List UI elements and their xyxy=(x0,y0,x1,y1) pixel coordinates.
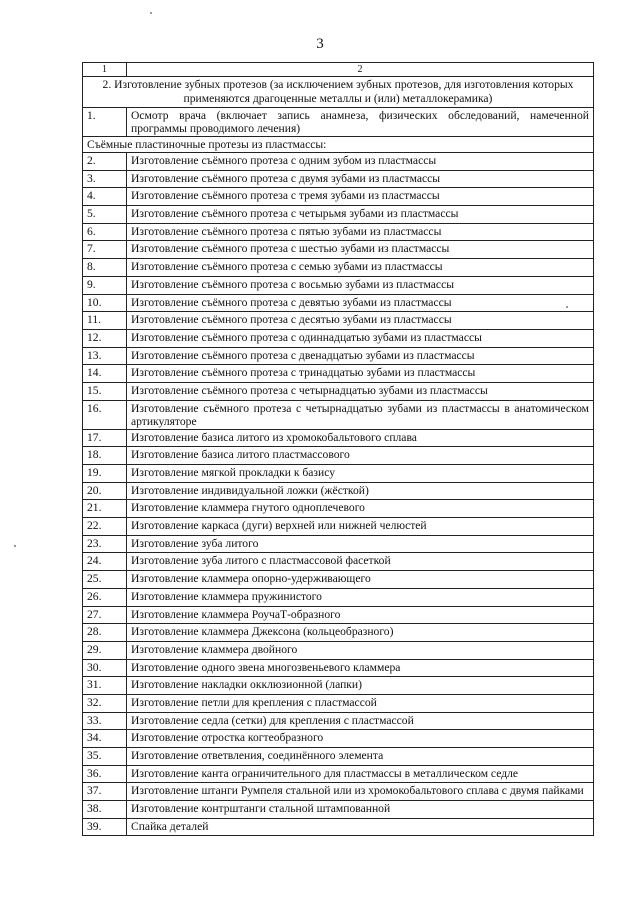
scan-speck xyxy=(14,545,16,547)
row-description: Изготовление штанги Румпеля стальной или из хромокобальтового сплава с двумя пайками xyxy=(127,783,594,801)
row-description: Изготовление кламмера гнутого одноплечевого xyxy=(127,500,594,518)
table-row xyxy=(83,465,594,483)
table-row xyxy=(83,553,594,571)
table-row xyxy=(83,259,594,277)
table-row xyxy=(83,677,594,695)
table-row xyxy=(83,294,594,312)
row-number: 17. xyxy=(83,429,127,447)
row-number: 11. xyxy=(83,312,127,330)
row-number: 35. xyxy=(83,748,127,766)
row-number: 19. xyxy=(83,465,127,483)
table-row xyxy=(83,206,594,224)
table-row xyxy=(83,241,594,259)
row-description: Изготовление кламмера РоучаТ-образного xyxy=(127,606,594,624)
row-description: Изготовление индивидуальной ложки (жёсткой) xyxy=(127,482,594,500)
row-number: 34. xyxy=(83,730,127,748)
row-description: Изготовление съёмного протеза с четырьмя зубами из пластмассы xyxy=(127,206,594,224)
column-number-row xyxy=(83,63,594,77)
table-row xyxy=(83,712,594,730)
row-number: 3. xyxy=(83,170,127,188)
row-number: 26. xyxy=(83,588,127,606)
row-number: 38. xyxy=(83,801,127,819)
table-row xyxy=(83,153,594,171)
row-number: 23. xyxy=(83,535,127,553)
table-row xyxy=(83,347,594,365)
table-row xyxy=(83,170,594,188)
row-description: Изготовление съёмного протеза с четырнадцатью зубами из пластмассы в анатомическом артикуляторе xyxy=(127,400,594,429)
row-description: Изготовление мягкой прокладки к базису xyxy=(127,465,594,483)
table-row xyxy=(83,818,594,836)
page-number: 3 xyxy=(316,36,324,52)
column-number-1: 1 xyxy=(83,63,127,77)
row-description: Изготовление съёмного протеза с двумя зубами из пластмассы xyxy=(127,170,594,188)
row-description: Изготовление съёмного протеза с девятью зубами из пластмассы xyxy=(127,294,594,312)
row-description: Изготовление седла (сетки) для крепления с пластмассой xyxy=(127,712,594,730)
row-number: 8. xyxy=(83,259,127,277)
row-description: Изготовление съёмного протеза с шестью зубами из пластмассы xyxy=(127,241,594,259)
row-description: Изготовление базиса литого пластмассового xyxy=(127,447,594,465)
table-row xyxy=(83,400,594,429)
table-row xyxy=(83,694,594,712)
table-row xyxy=(83,783,594,801)
row-description: Изготовление петли для крепления с пластмассой xyxy=(127,694,594,712)
row-number: 12. xyxy=(83,329,127,347)
row-description: Изготовление съёмного протеза с семью зубами из пластмассы xyxy=(127,259,594,277)
row-description: Осмотр врача (включает запись анамнеза, физических обследований, намеченной программы проводимого лечения) xyxy=(127,108,594,137)
row-number: 1. xyxy=(83,108,127,137)
row-number: 30. xyxy=(83,659,127,677)
table-row xyxy=(83,606,594,624)
row-description: Изготовление накладки окклюзионной (лапки) xyxy=(127,677,594,695)
table-row xyxy=(83,329,594,347)
row-description: Изготовление съёмного протеза с тремя зубами из пластмассы xyxy=(127,188,594,206)
row-number: 18. xyxy=(83,447,127,465)
row-description: Изготовление кламмера двойного xyxy=(127,641,594,659)
row-number: 14. xyxy=(83,365,127,383)
row-description: Изготовление отростка когтеобразного xyxy=(127,730,594,748)
row-description: Изготовление базиса литого из хромокобальтового сплава xyxy=(127,429,594,447)
row-number: 25. xyxy=(83,571,127,589)
table-row xyxy=(83,748,594,766)
row-number: 21. xyxy=(83,500,127,518)
row-number: 7. xyxy=(83,241,127,259)
row-description: Изготовление съёмного протеза с пятью зубами из пластмассы xyxy=(127,223,594,241)
table-row xyxy=(83,108,594,137)
row-number: 27. xyxy=(83,606,127,624)
row-number: 20. xyxy=(83,482,127,500)
row-number: 22. xyxy=(83,518,127,536)
table-row xyxy=(83,429,594,447)
table-row xyxy=(83,571,594,589)
row-number: 24. xyxy=(83,553,127,571)
row-description: Изготовление съёмного протеза с двенадцатью зубами из пластмассы xyxy=(127,347,594,365)
subsection-heading-row xyxy=(83,137,594,153)
row-description: Изготовление съёмного протеза с одним зубом из пластмассы xyxy=(127,153,594,171)
row-number: 29. xyxy=(83,641,127,659)
table-row xyxy=(83,482,594,500)
table-row xyxy=(83,765,594,783)
row-description: Изготовление зуба литого с пластмассовой фасеткой xyxy=(127,553,594,571)
row-number: 39. xyxy=(83,818,127,836)
row-number: 37. xyxy=(83,783,127,801)
row-description: Изготовление съёмного протеза с одиннадцатью зубами из пластмассы xyxy=(127,329,594,347)
table-row xyxy=(83,801,594,819)
row-number: 16. xyxy=(83,400,127,429)
table-row xyxy=(83,312,594,330)
section-title: 2. Изготовление зубных протезов (за исключением зубных протезов, для изготовления которых применяются драгоценные металлы и (или) металлокерамика) xyxy=(83,77,594,108)
table-row xyxy=(83,223,594,241)
row-description: Изготовление зуба литого xyxy=(127,535,594,553)
row-description: Изготовление ответвления, соединённого элемента xyxy=(127,748,594,766)
row-number: 4. xyxy=(83,188,127,206)
row-description: Изготовление съёмного протеза с тринадцатью зубами из пластмассы xyxy=(127,365,594,383)
table-row xyxy=(83,382,594,400)
row-number: 36. xyxy=(83,765,127,783)
scan-speck xyxy=(566,306,568,308)
row-description: Изготовление съёмного протеза с четырнадцатью зубами из пластмассы xyxy=(127,382,594,400)
row-description: Изготовление кламмера опорно-удерживающего xyxy=(127,571,594,589)
table-row xyxy=(83,518,594,536)
row-number: 10. xyxy=(83,294,127,312)
row-description: Изготовление одного звена многозвеньевого кламмера xyxy=(127,659,594,677)
table-row xyxy=(83,624,594,642)
row-number: 5. xyxy=(83,206,127,224)
row-number: 28. xyxy=(83,624,127,642)
row-description: Спайка деталей xyxy=(127,818,594,836)
column-number-2: 2 xyxy=(127,63,594,77)
scan-speck xyxy=(150,12,152,14)
table-row xyxy=(83,276,594,294)
row-description: Изготовление кламмера пружинистого xyxy=(127,588,594,606)
row-description: Изготовление каркаса (дуги) верхней или нижней челюстей xyxy=(127,518,594,536)
table-row xyxy=(83,365,594,383)
row-description: Изготовление канта ограничительного для пластмассы в металлическом седле xyxy=(127,765,594,783)
row-number: 2. xyxy=(83,153,127,171)
table-row xyxy=(83,188,594,206)
subsection-heading: Съёмные пластиночные протезы из пластмассы: xyxy=(83,137,594,153)
row-number: 31. xyxy=(83,677,127,695)
table-row xyxy=(83,659,594,677)
row-description: Изготовление съёмного протеза с десятью зубами из пластмассы xyxy=(127,312,594,330)
row-number: 9. xyxy=(83,276,127,294)
row-number: 33. xyxy=(83,712,127,730)
table-row xyxy=(83,588,594,606)
row-number: 15. xyxy=(83,382,127,400)
row-description: Изготовление кламмера Джексона (кольцеобразного) xyxy=(127,624,594,642)
table-row xyxy=(83,500,594,518)
table-row xyxy=(83,641,594,659)
services-table xyxy=(82,62,594,836)
section-title-row xyxy=(83,77,594,108)
row-number: 32. xyxy=(83,694,127,712)
table-row xyxy=(83,535,594,553)
row-number: 6. xyxy=(83,223,127,241)
row-description: Изготовление съёмного протеза с восьмью зубами из пластмассы xyxy=(127,276,594,294)
table-row xyxy=(83,447,594,465)
row-number: 13. xyxy=(83,347,127,365)
row-description: Изготовление контрштанги стальной штампованной xyxy=(127,801,594,819)
table-row xyxy=(83,730,594,748)
